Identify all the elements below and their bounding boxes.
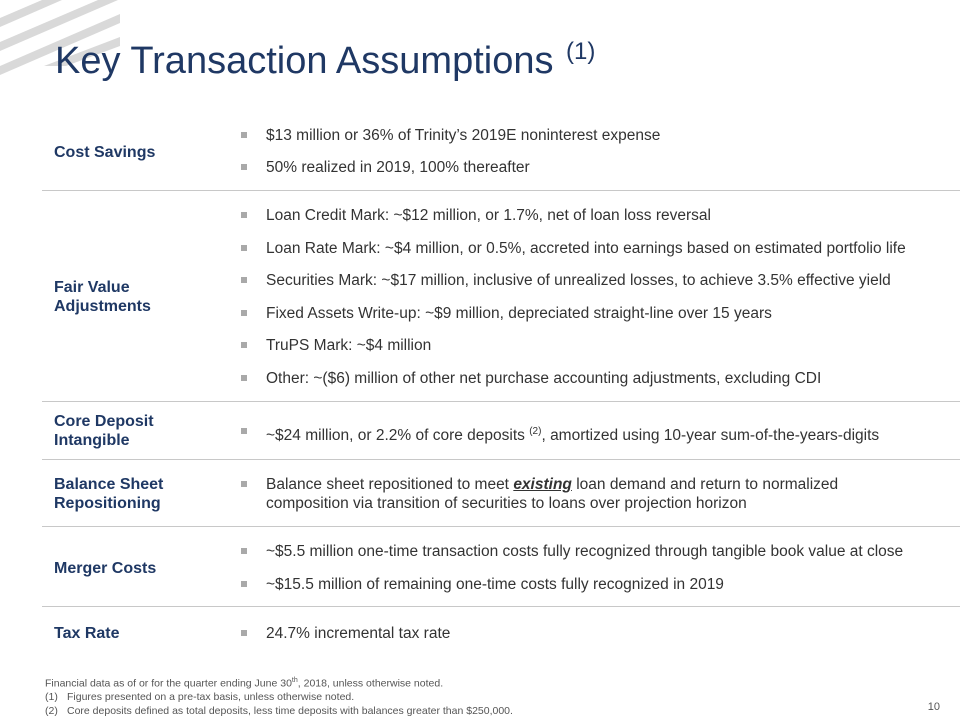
title-footnote-marker: (1) <box>566 38 596 65</box>
row-label-line: Fair Value <box>54 279 130 296</box>
footnote-marker: (2) <box>529 426 542 437</box>
bullet-item: Other: ~($6) million of other net purchase accounting adjustments, excluding CDI <box>240 369 940 388</box>
bullet-list <box>240 206 940 388</box>
bullet-item: Loan Rate Mark: ~$4 million, or 0.5%, accreted into earnings based on estimated portfolio life <box>240 239 940 258</box>
row-label <box>54 278 224 316</box>
row-merger-costs <box>42 527 960 607</box>
row-label-line: Balance Sheet <box>54 476 164 493</box>
row-core-deposit-intangible <box>42 402 960 460</box>
row-balance-sheet-repositioning <box>42 460 960 527</box>
bullet-list <box>240 126 940 177</box>
bullet-list <box>240 624 940 643</box>
row-label-line: Intangible <box>54 432 130 449</box>
footnote-2: (2) Core deposits defined as total deposits, less time deposits with balances greater than $250,000. <box>45 704 513 717</box>
row-label-line: Adjustments <box>54 298 151 315</box>
footnote-intro: Financial data as of or for the quarter ending June 30th, 2018, unless otherwise noted. <box>45 677 444 690</box>
page-number: 10 <box>927 701 940 713</box>
bullet-list <box>240 475 940 513</box>
footnote-1: (1) Figures presented on a pre-tax basis, unless otherwise noted. <box>45 691 355 703</box>
row-label <box>54 475 224 513</box>
row-label <box>54 412 224 450</box>
bullet-item: Balance sheet repositioned to meet existing loan demand and return to normalized composition via transition of securities to loans over projection horizon <box>240 475 940 513</box>
row-label: Merger Costs <box>54 560 157 577</box>
emphasis-text: existing <box>513 476 572 493</box>
footnotes <box>45 674 513 718</box>
bullet-item: Fixed Assets Write-up: ~$9 million, depreciated straight-line over 15 years <box>240 304 940 323</box>
bullet-list <box>240 422 940 445</box>
bullet-item: Loan Credit Mark: ~$12 million, or 1.7%, net of loan loss reversal <box>240 206 940 225</box>
row-fair-value-adjustments <box>42 191 960 402</box>
row-label: Tax Rate <box>54 625 120 642</box>
page-title: Key Transaction Assumptions $^{(1)}$ <box>55 38 596 82</box>
bullet-item: ~$5.5 million one-time transaction costs fully recognized through tangible book value at close <box>240 542 940 561</box>
bullet-item: 24.7% incremental tax rate <box>240 624 940 643</box>
bullet-item: ~$15.5 million of remaining one-time costs fully recognized in 2019 <box>240 575 940 594</box>
bullet-item: $13 million or 36% of Trinity’s 2019E noninterest expense <box>240 126 940 145</box>
row-label: Cost Savings <box>54 144 156 161</box>
bullet-item: ~$24 million, or 2.2% of core deposits $^{(2)}$, amortized using 10-year sum-of-the-years-digits <box>240 422 940 445</box>
bullet-item: Securities Mark: ~$17 million, inclusive of unrealized losses, to achieve 3.5% effective yield <box>240 271 940 290</box>
bullet-item: TruPS Mark: ~$4 million <box>240 336 940 355</box>
bullet-list <box>240 542 940 594</box>
row-tax-rate <box>42 607 960 657</box>
bullet-item: 50% realized in 2019, 100% thereafter <box>240 158 940 177</box>
row-label-line: Repositioning <box>54 495 161 512</box>
row-label-line: Core Deposit <box>54 413 154 430</box>
row-cost-savings <box>42 118 960 191</box>
